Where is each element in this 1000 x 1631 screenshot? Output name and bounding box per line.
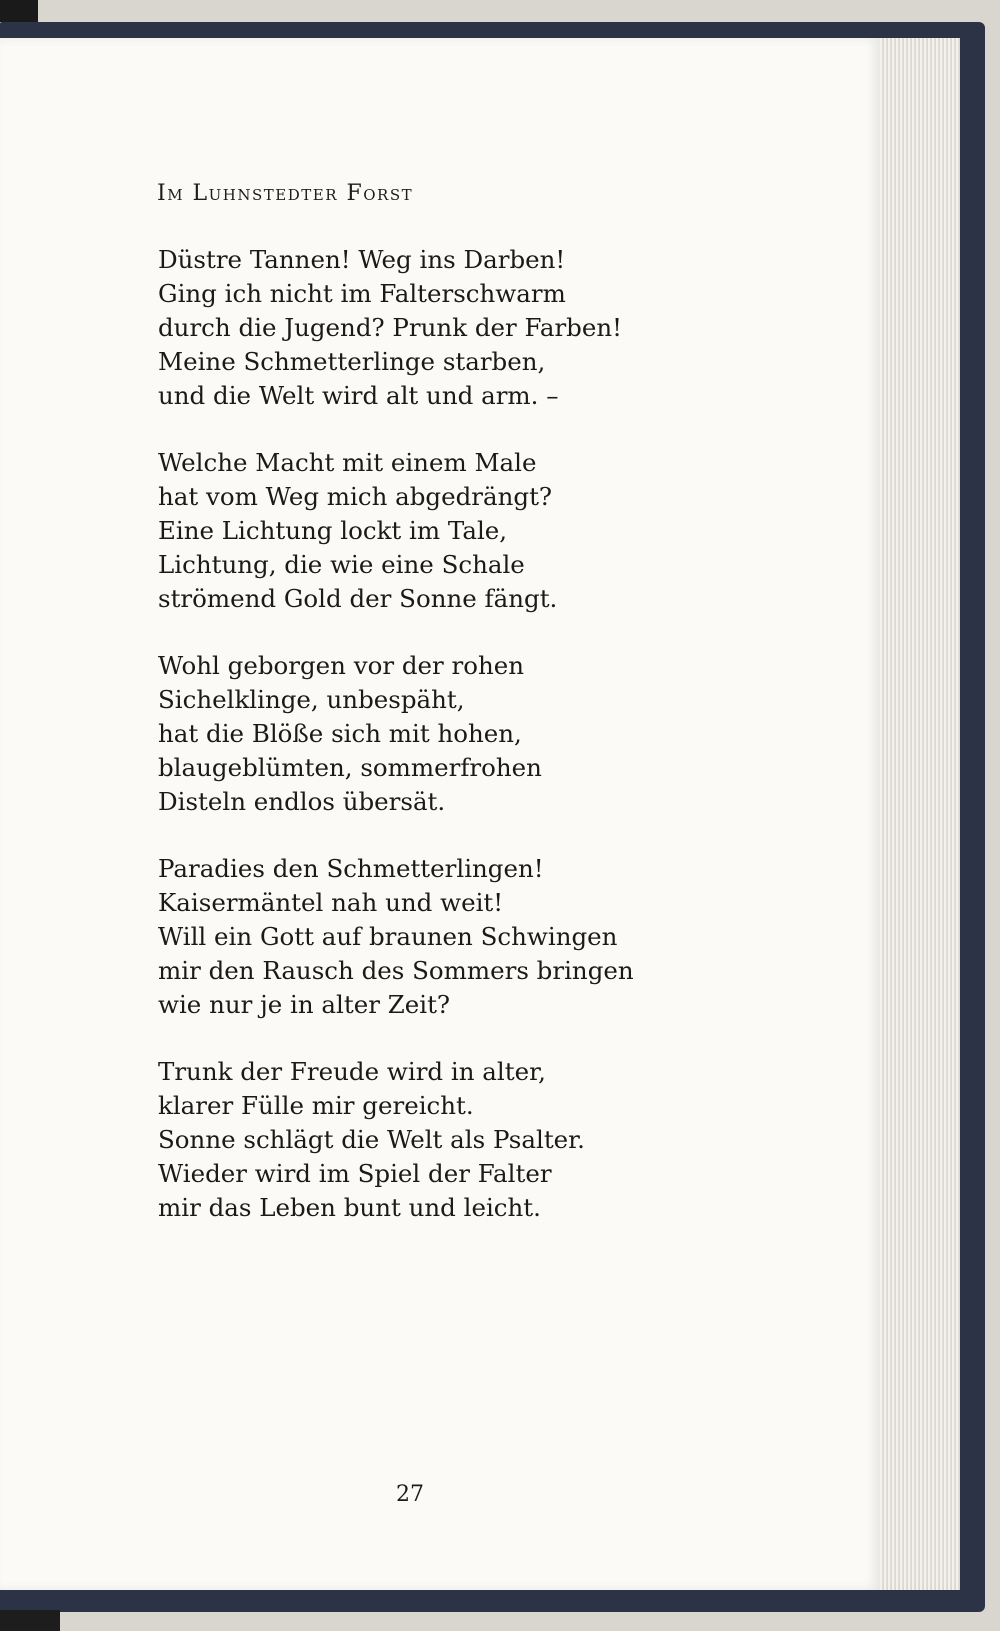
poem-line: durch die Jugend? Prunk der Farben! xyxy=(158,313,622,342)
poem-line: Kaisermäntel nah und weit! xyxy=(158,888,504,917)
stanza xyxy=(158,649,818,819)
poem-line: mir das Leben bunt und leicht. xyxy=(158,1193,541,1222)
poem-line: Paradies den Schmetterlingen! xyxy=(158,854,544,883)
book-page xyxy=(0,38,880,1590)
stanza xyxy=(158,852,818,1022)
poem-line: Sonne schlägt die Welt als Psalter. xyxy=(158,1125,585,1154)
scan-corner-mark xyxy=(0,0,38,22)
poem-line: Will ein Gott auf braunen Schwingen xyxy=(158,922,618,951)
poem-line: Eine Lichtung lockt im Tale, xyxy=(158,516,508,545)
poem-body xyxy=(158,243,818,1258)
poem-line: Düstre Tannen! Weg ins Darben! xyxy=(158,245,566,274)
poem-line: Ging ich nicht im Falterschwarm xyxy=(158,279,566,308)
poem-line: Disteln endlos übersät. xyxy=(158,787,446,816)
poem-line: Welche Macht mit einem Male xyxy=(158,448,537,477)
poem-line: Sichelklinge, unbespäht, xyxy=(158,685,465,714)
page-edges xyxy=(868,38,960,1590)
poem-line: Meine Schmetterlinge starben, xyxy=(158,347,546,376)
poem-line: Trunk der Freude wird in alter, xyxy=(158,1057,546,1086)
poem-line: und die Welt wird alt und arm. – xyxy=(158,381,559,410)
poem-line: strömend Gold der Sonne fängt. xyxy=(158,584,558,613)
scan-corner-mark-bottom xyxy=(0,1610,60,1631)
poem-line: blaugeblümten, sommerfrohen xyxy=(158,753,542,782)
poem-line: hat die Blöße sich mit hohen, xyxy=(158,719,522,748)
poem-line: wie nur je in alter Zeit? xyxy=(158,990,451,1019)
poem-line: mir den Rausch des Sommers bringen xyxy=(158,956,634,985)
poem-line: klarer Fülle mir gereicht. xyxy=(158,1091,474,1120)
poem-line: Wieder wird im Spiel der Falter xyxy=(158,1159,552,1188)
page-number: 27 xyxy=(396,1482,424,1507)
stanza xyxy=(158,1055,818,1225)
poem-line: Wohl geborgen vor der rohen xyxy=(158,651,525,680)
poem-line: hat vom Weg mich abgedrängt? xyxy=(158,482,553,511)
stanza xyxy=(158,446,818,616)
poem-line: Lichtung, die wie eine Schale xyxy=(158,550,525,579)
stanza xyxy=(158,243,818,413)
poem-title: Im Luhnstedter Forst xyxy=(157,181,414,206)
